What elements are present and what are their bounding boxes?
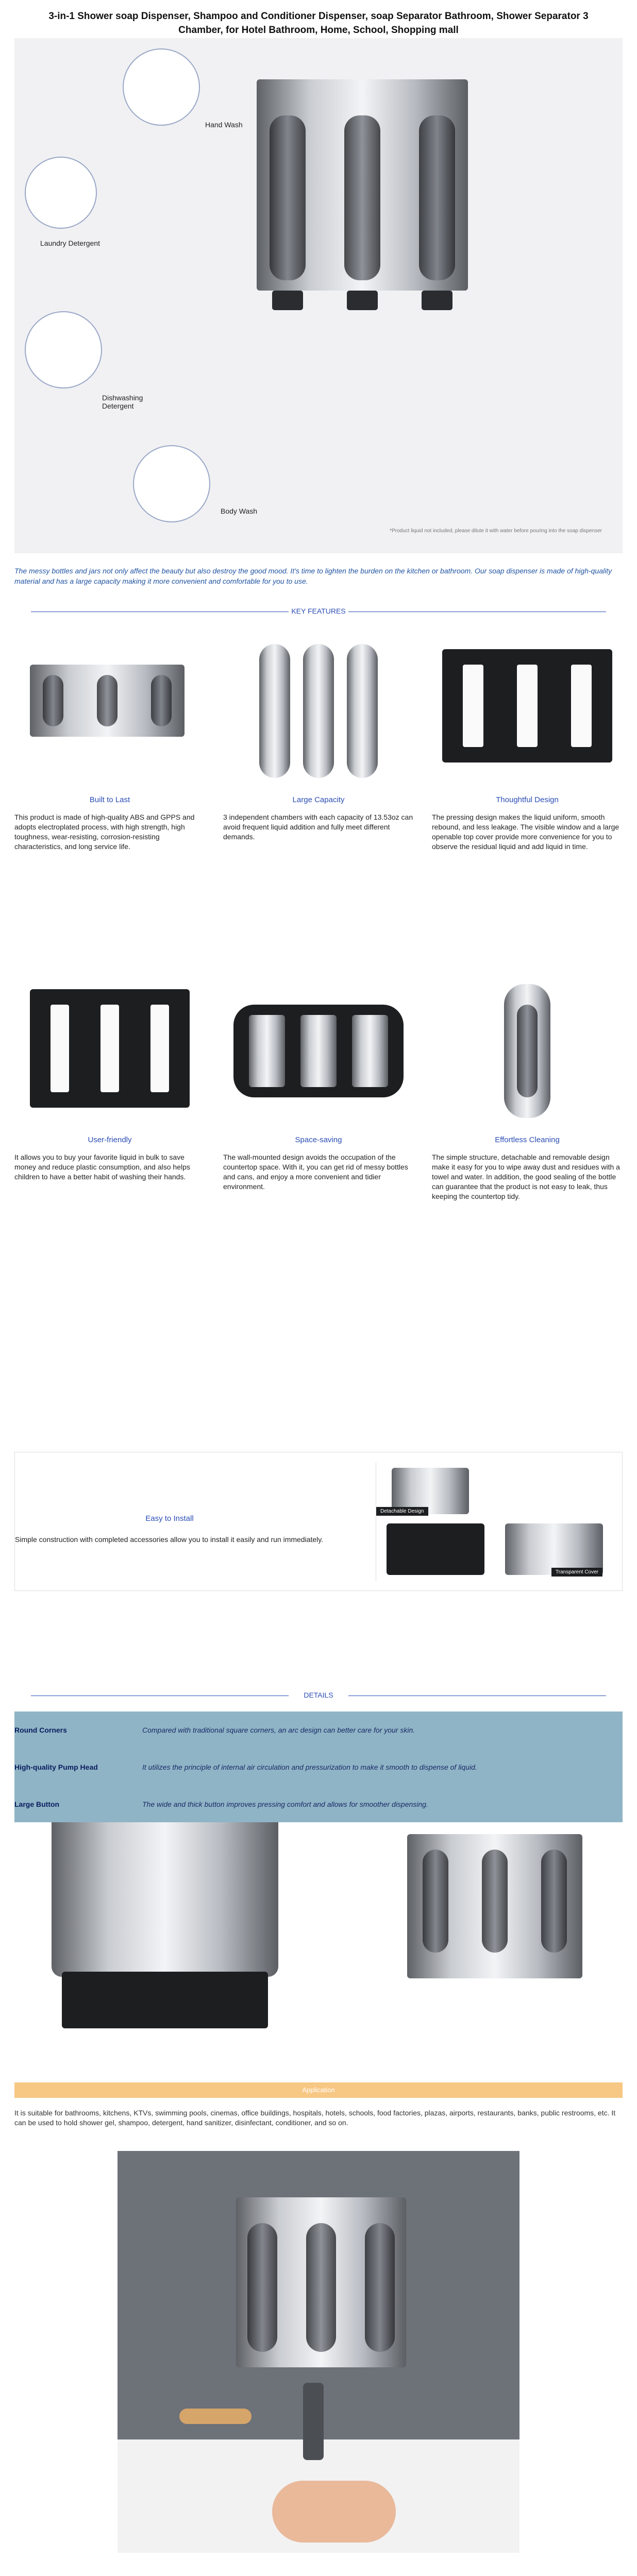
feature-image xyxy=(432,974,623,1128)
laundry-bottle-icon xyxy=(25,157,97,229)
body-wash-bottle-icon xyxy=(133,445,210,522)
detail-text: It utilizes the principle of internal air circulation and pressurization to make it smooth to dispense of liquid. xyxy=(142,1763,477,1771)
pump-button xyxy=(272,291,303,310)
feature-title: User-friendly xyxy=(88,1136,132,1144)
feature-title: Space-saving xyxy=(295,1136,342,1144)
feature-text: The simple structure, detachable and removable design make it easy for you to wipe away dust and residues with a towel and water. In addition, the good sealing of the bottle can guarantee that the product is not easy to leak, thus keeping the countertop tidy. xyxy=(432,1153,620,1200)
label-hand-wash: Hand Wash xyxy=(205,121,243,129)
detail-label: Round Corners xyxy=(14,1726,67,1734)
install-section xyxy=(14,1452,623,1591)
label-dishwashing: Dishwashing Detergent xyxy=(102,394,143,410)
details-title: DETAILS xyxy=(304,1691,333,1699)
detail-image-front xyxy=(407,1834,582,1989)
detail-text: The wide and thick button improves pressing comfort and allows for smoother dispensing. xyxy=(142,1800,428,1808)
feature-image xyxy=(223,974,414,1128)
application-photo xyxy=(118,2151,519,2553)
intro-text: The messy bottles and jars not only affect the beauty but also destroy the good mood. It's time to lighten the burden on the kitchen or bathroom. Our soap dispenser is made of high-quality material and has a large capacity making it more convenient and comfortable for you to use. xyxy=(14,567,612,585)
label-laundry: Laundry Detergent xyxy=(40,239,100,247)
detail-label: Large Button xyxy=(14,1800,60,1808)
install-images xyxy=(376,1463,613,1581)
detail-image-closeup xyxy=(52,1822,278,2039)
hand-wash-bottle-icon xyxy=(123,48,200,126)
application-text: It is suitable for bathrooms, kitchens, KTVs, swimming pools, cinemas, office buildings, hospitals, hotels, schools, food factories, plazas, airports, restaurants, banks, public restrooms, etc. It can be used to hold shower gel, shampoo, detergent, hand sanitizer, disinfectant, conditioner, and so on. xyxy=(14,2109,616,2127)
page-title: 3-in-1 Shower soap Dispenser, Shampoo and Conditioner Dispenser, soap Separator Bathroom, Shower Separator 3 Chamber, for Hotel Bathroom, Home, School, Shopping mall xyxy=(48,11,589,36)
tag-detachable: Detachable Design xyxy=(376,1507,428,1516)
feature-image xyxy=(14,634,205,788)
pump-button xyxy=(347,291,378,310)
hero-note: *Product liquid not included, please dilute it with water before pouring into the soap dispenser xyxy=(390,528,602,534)
feature-text: The pressing design makes the liquid uniform, smooth rebound, and less leakage. The visible window and a large openable top cover provide more convenience for you to observe the residual liquid and add liquid in time. xyxy=(432,813,619,851)
feature-card xyxy=(432,974,623,1201)
install-title: Easy to Install xyxy=(145,1514,194,1523)
detail-label: High-quality Pump Head xyxy=(14,1763,98,1771)
dish-bottle-icon xyxy=(25,311,102,388)
feature-image xyxy=(14,974,205,1128)
feature-title: Effortless Cleaning xyxy=(495,1136,560,1144)
details-heading xyxy=(0,1691,637,1699)
details-bar xyxy=(14,1711,623,1822)
feature-image xyxy=(223,634,414,788)
chamber-window xyxy=(270,115,306,280)
feature-card xyxy=(223,974,414,1192)
feature-card xyxy=(14,634,205,852)
feature-title: Built to Last xyxy=(89,795,130,804)
application-heading: Application xyxy=(14,2082,623,2098)
chamber-window xyxy=(419,115,455,280)
detail-text: Compared with traditional square corners, an arc design can better care for your skin. xyxy=(142,1726,415,1734)
chamber-window xyxy=(344,115,380,280)
key-features-title: KEY FEATURES xyxy=(291,607,346,615)
key-features-heading xyxy=(0,607,637,615)
tag-transparent: Transparent Cover xyxy=(551,1568,602,1577)
hero-image xyxy=(14,38,623,553)
install-text: Simple construction with completed accessories allow you to install it easily and run immediately. xyxy=(15,1535,324,1544)
feature-text: It allows you to buy your favorite liquid in bulk to save money and reduce plastic consumption, and also helps children to have a better habit of washing their hands. xyxy=(14,1153,190,1181)
feature-card xyxy=(223,634,414,842)
feature-image xyxy=(432,634,623,788)
feature-title: Thoughtful Design xyxy=(496,795,559,804)
feature-text: The wall-mounted design avoids the occupation of the countertop space. With it, you can get rid of messy bottles and cans, and enjoy a more convenient and tidier environment. xyxy=(223,1153,408,1191)
feature-text: 3 independent chambers with each capacity of 13.53oz can avoid frequent liquid addition and fully meet different demands. xyxy=(223,813,413,841)
label-body-wash: Body Wash xyxy=(221,507,258,515)
feature-text: This product is made of high-quality ABS and GPPS and adopts electroplated process, with high strength, high toughness, wear-resisting, corrosion-resisting characteristics, and long service life. xyxy=(14,813,195,851)
feature-title: Large Capacity xyxy=(292,795,345,804)
feature-card xyxy=(432,634,623,852)
pump-button xyxy=(422,291,452,310)
feature-card xyxy=(14,974,205,1182)
